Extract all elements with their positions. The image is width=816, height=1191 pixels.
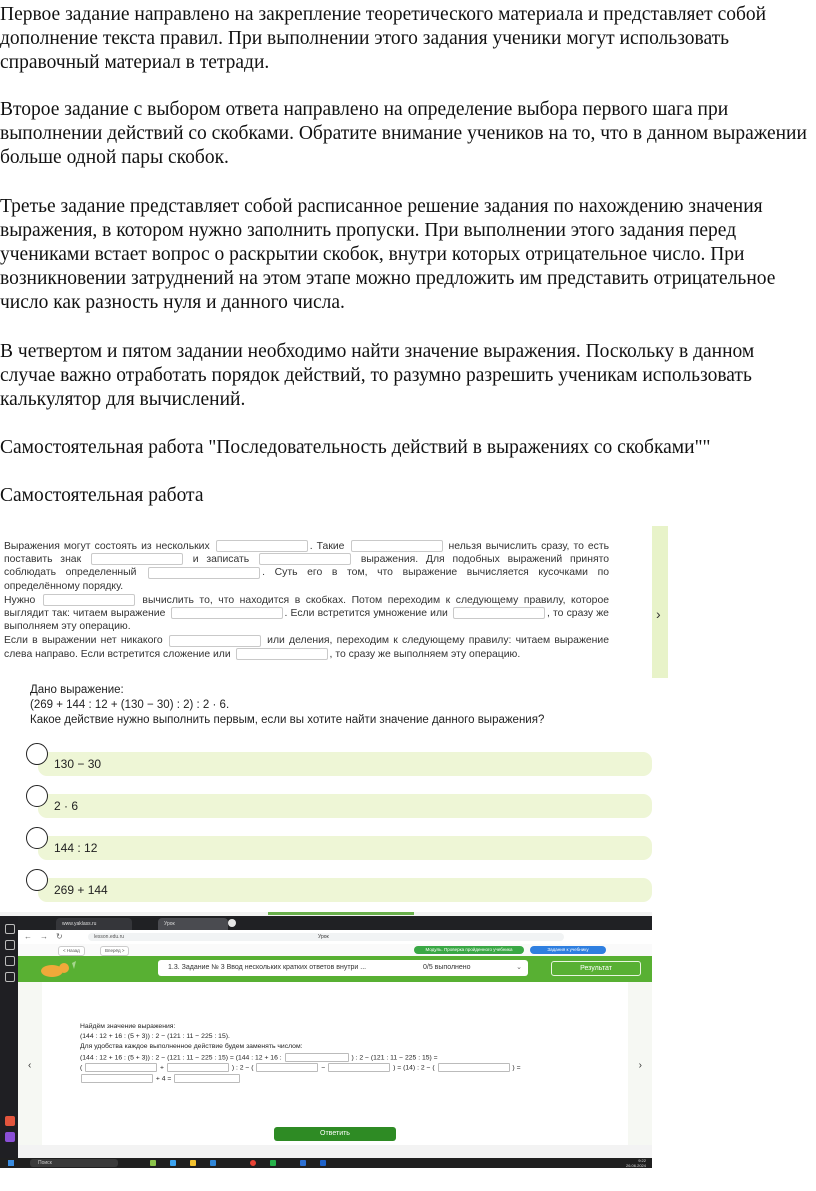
problem-text xyxy=(80,1022,600,1084)
answer-option[interactable] xyxy=(38,752,652,776)
blank-input[interactable] xyxy=(351,540,443,552)
result-button[interactable]: Результат xyxy=(551,961,641,976)
paragraph-3: Третье задание представляет собой расписанное решение задания по нахождению значения выражения, в котором нужно заполнить пропуски. При выполнении этого задания перед учениками встает вопрос о раскрытии скобок, внутри которых отрицательное число. При возникновении затруднений на этом этапе можно предложить им представить отрицательное число как разность нуля и данного числа. xyxy=(0,196,776,313)
task1-text-part: . Суть его в том, что выражение вычисляется кусочками по определённому порядку. xyxy=(4,567,609,592)
task-progress: 0/5 выполнено xyxy=(423,964,471,971)
blank-input[interactable] xyxy=(236,648,328,660)
problem-part: ) : 2 − (121 : 11 − 225 : 15) = xyxy=(351,1053,438,1061)
tab-lesson[interactable]: Урок xyxy=(158,918,228,930)
task1-text-part: Если в выражении нет никакого xyxy=(4,635,163,647)
chevron-down-icon[interactable]: ⌄ xyxy=(516,964,522,971)
option-label: 144 : 12 xyxy=(54,841,98,855)
app-icon[interactable] xyxy=(5,1132,15,1142)
windows-taskbar xyxy=(0,1158,652,1168)
task2-expression: (269 + 144 : 12 + (130 − 30) : 2) : 2 · 6. xyxy=(30,699,230,711)
profile-icon[interactable] xyxy=(5,924,15,934)
word-icon[interactable] xyxy=(320,1160,326,1166)
paragraph-6: Самостоятельная работа xyxy=(0,485,204,506)
option-label: 130 − 30 xyxy=(54,757,102,771)
paragraph-1: Первое задание направлено на закрепление теоретического материала и представляет собой дополнение текста правил. При выполнении этого задания ученики могут использовать справочный материал в тетради. xyxy=(0,4,767,73)
prev-button[interactable]: < Назад xyxy=(58,946,85,956)
answer-option[interactable] xyxy=(38,836,652,860)
address-bar xyxy=(18,930,652,945)
answer-input[interactable] xyxy=(81,1074,153,1083)
radio-button[interactable] xyxy=(26,827,48,849)
task-title: 1.3. Задание № 3 Ввод нескольких кратких ответов внутри ... xyxy=(168,964,367,971)
blank-input[interactable] xyxy=(453,607,545,619)
taskbar-app-icon[interactable] xyxy=(210,1160,216,1166)
history-icon[interactable] xyxy=(5,940,15,950)
start-icon[interactable] xyxy=(8,1160,14,1166)
clock-date: 26.06.2024 xyxy=(625,1163,646,1168)
page-title: Урок xyxy=(318,934,329,940)
answer-input[interactable] xyxy=(174,1074,240,1083)
answer-input[interactable] xyxy=(285,1053,349,1062)
textbook-tasks-button[interactable]: Задания к учебнику xyxy=(530,946,606,954)
lesson-toolbar xyxy=(18,944,652,956)
radio-button[interactable] xyxy=(26,869,48,891)
radio-button[interactable] xyxy=(26,743,48,765)
blank-input[interactable] xyxy=(259,553,351,565)
answer-input[interactable] xyxy=(328,1063,390,1072)
problem-line: (144 : 12 + 16 : (5 + 3)) : 2 − (121 : 11 − 225 : 15). xyxy=(80,1033,230,1041)
answer-option[interactable] xyxy=(38,794,652,818)
task1-text-part: и записать xyxy=(192,554,250,566)
answer-input[interactable] xyxy=(85,1063,157,1072)
paragraph-2: Второе задание с выбором ответа направлено на определение выбора первого шага при выполнении действий со скобками. Обратите внимание учеников на то, что в данном выражении больше одной пары скобок. xyxy=(0,99,807,168)
option-label: 2 · 6 xyxy=(54,799,79,813)
problem-part: − xyxy=(321,1064,326,1072)
taskbar-app-icon[interactable] xyxy=(270,1160,276,1166)
next-arrow-icon[interactable]: › xyxy=(656,606,661,622)
answer-input[interactable] xyxy=(256,1063,318,1072)
task2-intro: Дано выражение: xyxy=(30,684,124,696)
bookmarks-icon[interactable] xyxy=(5,972,15,982)
blank-input[interactable] xyxy=(148,567,260,579)
paragraph-5: Самостоятельная работа "Последовательность действий в выражениях со скобками"" xyxy=(0,437,711,458)
reload-icon[interactable]: ↻ xyxy=(56,932,63,941)
task-header xyxy=(18,956,652,982)
task1-text-part: вычислить то, что находится в скобках. Потом переходим к следующему правилу, которое выглядит так: читаем выражение xyxy=(4,594,609,620)
chrome-icon[interactable] xyxy=(250,1160,256,1166)
task1-text-part: Выражения могут состоять из нескольких xyxy=(4,541,210,552)
clock-time: 9:22 xyxy=(638,1158,646,1163)
back-icon[interactable]: ← xyxy=(24,932,32,941)
task1-screenshot xyxy=(0,526,668,678)
task-selector[interactable] xyxy=(158,960,528,976)
answer-option[interactable] xyxy=(38,878,652,902)
task2-prompt: Какое действие нужно выполнить первым, если вы хотите найти значение данного выражения? xyxy=(30,714,545,726)
taskbar-app-icon[interactable] xyxy=(150,1160,156,1166)
new-tab-icon[interactable] xyxy=(228,919,236,927)
task1-text-part: , то сразу же выполняем эту операцию. xyxy=(329,648,521,660)
taskbar-search[interactable]: Поиск xyxy=(30,1159,118,1167)
paragraph-4: В четвертом и пятом задании необходимо найти значение выражения. Поскольку в данном случае важно отработать порядок действий, то разумно разрешить ученикам использовать калькулятор для вычислений. xyxy=(0,341,755,410)
task-content xyxy=(18,982,652,1145)
url-field[interactable] xyxy=(88,933,564,941)
answer-input[interactable] xyxy=(438,1063,510,1072)
next-arrow-icon[interactable]: › xyxy=(638,1060,642,1071)
problem-part: ) = xyxy=(512,1064,521,1072)
problem-line: Для удобства каждое выполненное действие будем заменять числом: xyxy=(80,1043,303,1051)
task1-text-part: Нужно xyxy=(4,594,36,606)
tab-yaklass[interactable]: www.yaklass.ru xyxy=(56,918,132,930)
task2-question xyxy=(30,683,544,728)
taskbar-clock xyxy=(626,1158,646,1168)
tab-bar xyxy=(18,916,652,930)
option-label: 269 + 144 xyxy=(54,883,108,897)
forward-icon[interactable]: → xyxy=(40,932,48,941)
taskbar-app-icon[interactable] xyxy=(300,1160,306,1166)
task1-text xyxy=(4,540,609,662)
problem-part: ) = (14) : 2 − ( xyxy=(393,1064,435,1072)
problem-part: ( xyxy=(80,1064,83,1072)
blank-input[interactable] xyxy=(43,594,135,606)
task1-text-part: , то сразу же выполняем эту операцию. xyxy=(4,608,609,633)
answer-input[interactable] xyxy=(167,1063,229,1072)
task1-text-part: . Если встретится умножение или xyxy=(284,608,448,620)
green-strip xyxy=(268,912,414,915)
submit-answer-button[interactable]: Ответить xyxy=(274,1127,396,1141)
left-sidebar xyxy=(0,916,18,1158)
blank-input[interactable] xyxy=(91,553,183,565)
task1-text-part: выражения. Для подобных выражений принято соблюдать определенный xyxy=(4,554,610,579)
blank-input[interactable] xyxy=(171,607,283,619)
desktop-screenshot xyxy=(0,912,652,1168)
problem-part: (144 : 12 + 16 : (5 + 3)) : 2 − (121 : 11 − 225 : 15) = (144 : 12 + 16 : xyxy=(80,1053,282,1061)
module-check-button[interactable]: Модуль. Проверка пройденного учебника xyxy=(414,946,524,954)
next-button[interactable]: Вперёд > xyxy=(100,946,129,956)
problem-line: Найдём значение выражения: xyxy=(80,1023,176,1030)
taskbar-app-icon[interactable] xyxy=(190,1160,196,1166)
taskbar-app-icon[interactable] xyxy=(170,1160,176,1166)
blank-input[interactable] xyxy=(216,540,308,552)
prev-arrow-icon[interactable]: ‹ xyxy=(28,1060,32,1071)
url-text: lesson.edu.ru xyxy=(94,934,125,940)
task1-text-part: нельзя вычислить сразу, то есть поставить знак xyxy=(4,541,610,566)
radio-button[interactable] xyxy=(26,785,48,807)
blank-input[interactable] xyxy=(169,635,261,647)
task1-text-part: или деления, переходим к следующему правилу: читаем выражение слева направо. Если встретится сложение или xyxy=(4,635,609,660)
problem-part: ) : 2 − ( xyxy=(231,1064,254,1072)
task1-text-part: . Такие xyxy=(309,541,345,552)
problem-part: + xyxy=(160,1064,165,1072)
downloads-icon[interactable] xyxy=(5,956,15,966)
cat-mascot-icon xyxy=(38,959,78,979)
side-panel xyxy=(652,526,668,678)
app-icon[interactable] xyxy=(5,1116,15,1126)
problem-part: + 4 = xyxy=(155,1074,172,1082)
